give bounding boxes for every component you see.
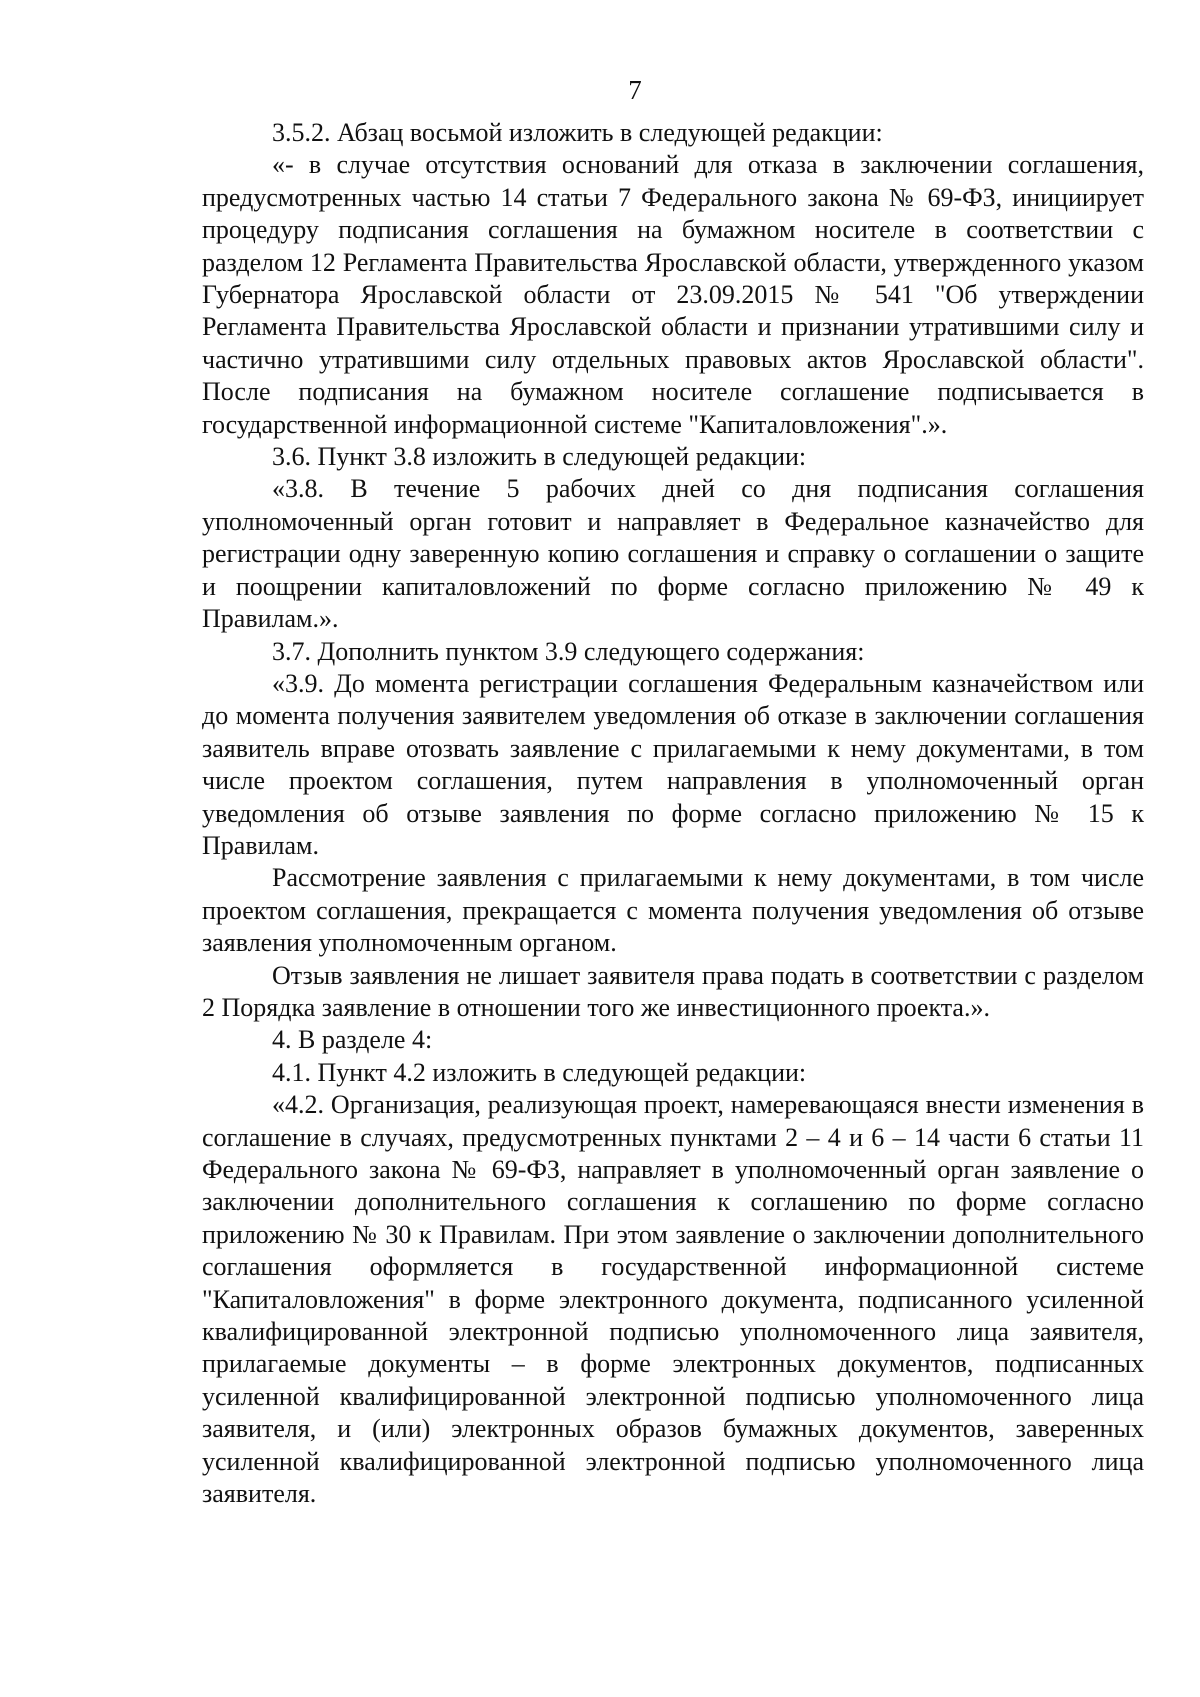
paragraph-3-5-2-text: «- в случае отсутствия оснований для отказа в заключении соглашения, предусмотренных частью 14 статьи 7 Федерального закона № 69-ФЗ, инициирует процедуру подписания соглашения на бумажном носителе в соответствии с разделом 12 Регламента Правительства Ярославской области, утвержденного указом Губернатора Ярославской области от 23.09.2015 № 541 "Об утверждении Регламента Правительства Ярославской области и признании утратившими силу и частично утратившими силу отдельных правовых актов Ярославской области". После подписания на бумажном носителе соглашение подписывается в государственной информационной системе "Капиталовложения".». xyxy=(202,150,1144,439)
paragraph-3-5-2-heading: 3.5.2. Абзац восьмой изложить в следующей редакции: xyxy=(272,118,883,147)
paragraph-withdrawal-text: Отзыв заявления не лишает заявителя права подать в соответствии с разделом 2 Порядка заявление в отношении того же инвестиционного проекта.». xyxy=(202,960,1144,1022)
paragraph-3-9-text: «3.9. До момента регистрации соглашения Федеральным казначейством или до момента получения заявителем уведомления об отказе в заключении соглашения заявитель вправе отозвать заявление с прилагаемыми к нему документами, в том числе проектом соглашения, путем направления в уполномоченный орган уведомления об отзыве заявления по форме согласно приложению № 15 к Правилам. xyxy=(202,668,1144,860)
paragraph-3-7-heading: 3.7. Дополнить пунктом 3.9 следующего содержания: xyxy=(272,636,865,666)
paragraph-3-6-heading: 3.6. Пункт 3.8 изложить в следующей редакции: xyxy=(272,442,807,472)
paragraph-4-1-heading: 4.1. Пункт 4.2 изложить в следующей редакции: xyxy=(272,1057,807,1087)
paragraph-review-text: Рассмотрение заявления с прилагаемыми к нему документами, в том числе проектом соглашения, прекращается с момента получения уведомления об отзыве заявления уполномоченным органом. xyxy=(202,863,1144,958)
paragraph-4-2-text: «4.2. Организация, реализующая проект, намеревающаяся внести изменения в соглашение в случаях, предусмотренных пунктами 2 – 4 и 6 – 14 части 6 статьи 11 Федерального закона № 69-ФЗ, направляет в уполномоченный орган заявление о заключении дополнительного соглашения к соглашению по форме согласно приложению № 30 к Правилам. При этом заявление о заключении дополнительного соглашения оформляется в государственной информационной системе "Капиталовложения" в форме электронного документа, подписанного усиленной квалифицированной электронной подписью уполномоченного лица заявителя, прилагаемые документы – в форме электронных документов, подписанных усиленной квалифицированной электронной подписью уполномоченного лица заявителя, и (или) электронных образов бумажных документов, заверенных усиленной квалифицированной электронной подписью уполномоченного лица заявителя. xyxy=(202,1090,1144,1509)
paragraph-3-8-text: «3.8. В течение 5 рабочих дней со дня подписания соглашения уполномоченный орган готовит и направляет в Федеральное казначейство для регистрации одну заверенную копию соглашения и справку о соглашении о защите и поощрении капиталовложений по форме согласно приложению № 49 к Правилам.». xyxy=(202,474,1144,634)
document-body xyxy=(202,117,1144,1510)
paragraph-4-heading: 4. В разделе 4: xyxy=(272,1025,433,1055)
page-number: 7 xyxy=(628,75,642,105)
